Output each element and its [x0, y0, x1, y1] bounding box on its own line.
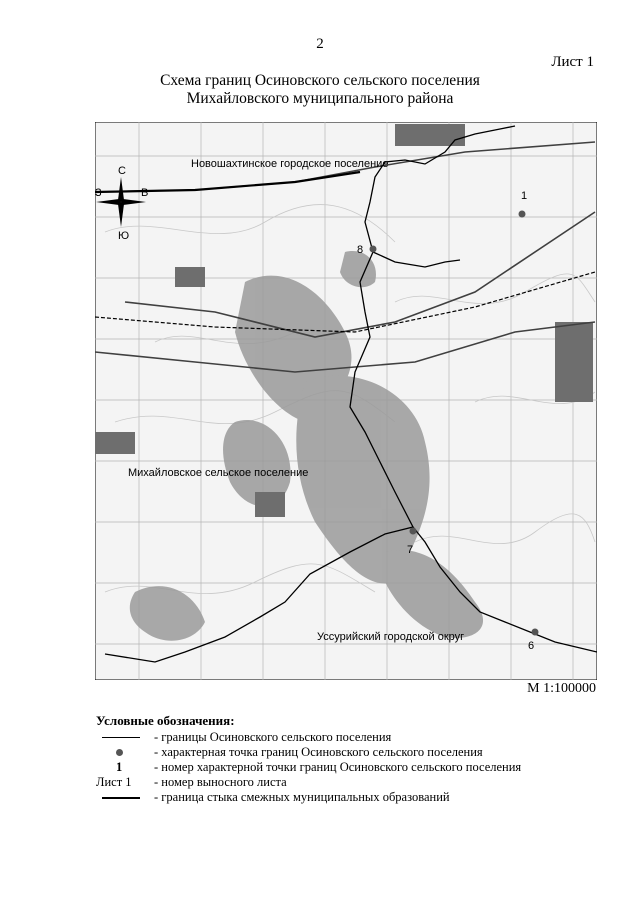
boundary-point-7 — [410, 528, 417, 535]
thick-line-symbol — [102, 797, 140, 799]
sheet-label: Лист 1 — [551, 54, 594, 70]
legend-title: Условные обозначения: — [96, 713, 235, 728]
compass-east: В — [141, 187, 149, 199]
boundary-point-1 — [519, 211, 526, 218]
compass-south: Ю — [118, 230, 130, 242]
label-ussuriysk: Уссурийский городской округ — [317, 631, 465, 643]
title-line-2: Михайловского муниципального района — [186, 90, 454, 107]
legend-item-boundary: - границы Осиновского сельского поселения — [96, 730, 235, 745]
legend — [96, 713, 522, 805]
point-label-8: 8 — [357, 244, 364, 256]
legend-item-point-number: 1 - номер характерной точки границ Осиновского сельского поселения — [116, 760, 522, 774]
thin-line-symbol — [102, 737, 140, 738]
label-novoshakhtinsk: Новошахтинское городское поселение — [191, 158, 389, 170]
map-frame — [95, 122, 597, 680]
compass-north: С — [118, 165, 126, 177]
legend-item-point: - характерная точка границ Осиновского сельского поселения — [96, 745, 235, 760]
point-label-7: 7 — [407, 544, 414, 556]
point-symbol — [116, 749, 123, 756]
map-scale: М 1:100000 — [527, 681, 596, 696]
sheet-symbol: Лист 1 — [96, 775, 132, 789]
legend-item-sheet: Лист 1 - номер выносного листа — [96, 775, 287, 789]
label-mikhailovskoe: Михайловское сельское поселение — [128, 467, 309, 479]
boundary-point-6 — [532, 629, 539, 636]
boundary-point-8 — [370, 246, 377, 253]
compass-west: З — [95, 187, 102, 199]
point-label-6: 6 — [528, 640, 535, 652]
point-label-1: 1 — [521, 190, 528, 202]
legend-item-adjacent: - граница стыка смежных муниципальных образований — [96, 790, 235, 805]
page-number: 2 — [316, 36, 324, 52]
title-line-1: Схема границ Осиновского сельского поселения — [160, 72, 480, 89]
number-symbol: 1 — [116, 760, 123, 774]
